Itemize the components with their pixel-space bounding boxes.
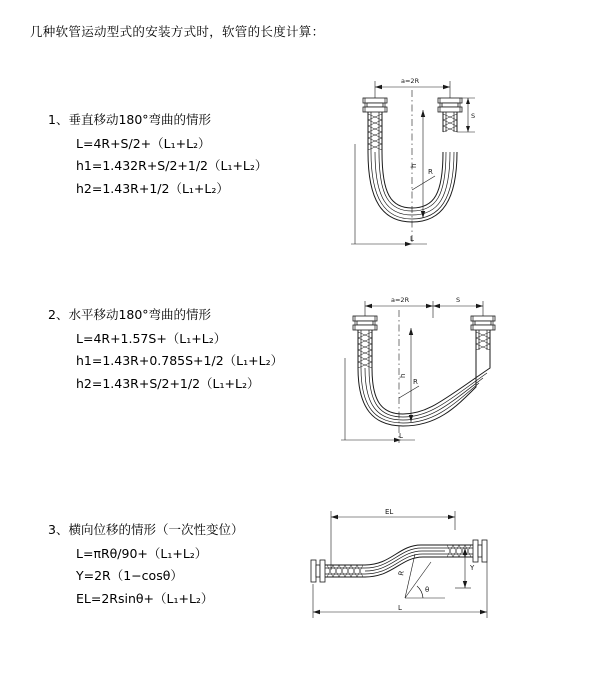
svg-text:S: S	[471, 112, 476, 120]
section-3-heading: 3、横向位移的情形（一次性变位）	[48, 522, 244, 537]
section-2-text	[48, 305, 283, 399]
section-1-formula-2: h1=1.432R+S/2+1/2（L₁+L₂）	[76, 158, 268, 174]
section-2-formula-1: L=4R+1.57S+（L₁+L₂）	[76, 331, 227, 346]
section-1-formula-3: h2=1.43R+1/2（L₁+L₂）	[76, 180, 229, 196]
section-2-formula-3: h2=1.43R+S/2+1/2（L₁+L₂）	[76, 375, 260, 391]
section-3-formula-1: L=πRθ/90+（L₁+L₂）	[76, 546, 208, 561]
svg-text:L: L	[410, 235, 414, 243]
svg-text:a=2R: a=2R	[391, 296, 410, 304]
svg-text:R: R	[413, 378, 418, 386]
figure-2-horizontal-180-bend	[315, 288, 500, 448]
figure-1-vertical-180-bend	[315, 68, 495, 268]
svg-text:Y: Y	[470, 564, 475, 572]
section-2-formula-2: h1=1.43R+0.785S+1/2（L₁+L₂）	[76, 353, 284, 369]
svg-text:EL: EL	[385, 508, 394, 516]
section-1-heading: 1、垂直移动180°弯曲的情形	[48, 112, 212, 127]
svg-text:h: h	[410, 163, 418, 168]
section-1-formula-1: L=4R+S/2+（L₁+L₂）	[76, 136, 211, 151]
section-2-heading: 2、水平移动180°弯曲的情形	[48, 307, 212, 322]
page-title: 几种软管运动型式的安装方式时，软管的长度计算：	[30, 24, 325, 39]
section-3-formula-3: EL=2Rsinθ+（L₁+L₂）	[76, 590, 214, 606]
svg-text:θ: θ	[425, 586, 430, 594]
svg-text:h: h	[399, 373, 407, 378]
svg-text:R: R	[428, 168, 433, 176]
section-3-text	[48, 520, 243, 614]
svg-text:a=2R: a=2R	[401, 77, 420, 85]
section-1-text	[48, 110, 267, 204]
figure-3-lateral-offset	[295, 500, 500, 630]
svg-text:R: R	[397, 569, 406, 577]
svg-text:L: L	[398, 604, 402, 612]
section-3-formula-2: Y=2R（1−cosθ）	[76, 568, 183, 584]
svg-text:L: L	[399, 432, 403, 440]
svg-text:S: S	[456, 296, 461, 304]
